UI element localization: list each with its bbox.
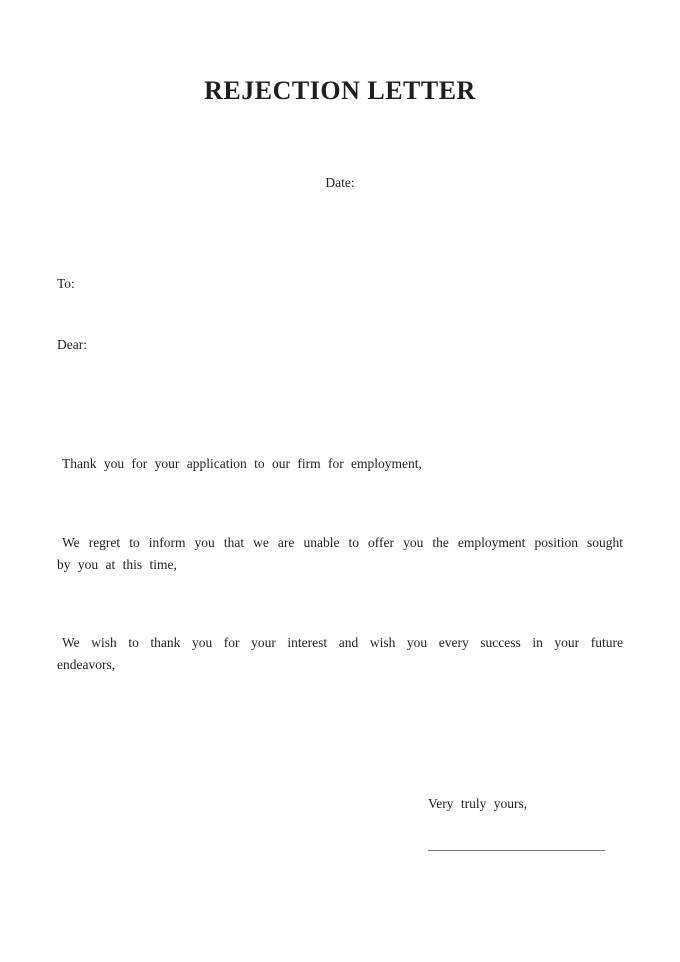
paragraph-line: We wish to thank you for your interest and wish you every success in your future [62, 635, 623, 650]
paragraph-line: Thank you for your application to our firm for employment, [62, 456, 422, 471]
letter-title: REJECTION LETTER [204, 76, 476, 105]
dear-label: Dear: [57, 337, 87, 352]
paragraph-regret [57, 532, 623, 576]
paragraph-best-wishes [57, 632, 623, 676]
paragraph-line: endeavors, [57, 657, 116, 672]
paragraph-line: by you at this time, [57, 557, 177, 572]
paragraph-line: We regret to inform you that we are unable to offer you the employment position sought [62, 535, 623, 550]
date-label: Date: [325, 175, 355, 190]
paragraph-thank-you [57, 453, 623, 475]
signature-line [428, 850, 605, 851]
closing-valediction: Very truly yours, [428, 796, 528, 811]
to-label: To: [57, 276, 75, 291]
